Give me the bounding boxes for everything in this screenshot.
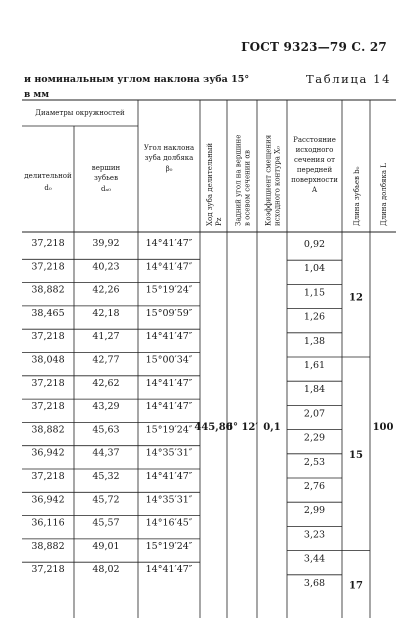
cell-d0: 37,218 xyxy=(31,471,65,482)
header-shift: исходного контура X₀ xyxy=(273,146,282,226)
header-profile-angle: Задний угол на вершине xyxy=(234,134,243,226)
merged-lead: 445,80 xyxy=(194,422,233,433)
header-pitch: делительной xyxy=(24,172,72,180)
cell-d0: 36,116 xyxy=(31,517,65,529)
cell-beta: 14°35′31″ xyxy=(145,447,193,459)
cell-d0: 36,942 xyxy=(31,494,65,506)
cell-distance: 2,29 xyxy=(303,432,326,444)
cell-beta: 14°41′47″ xyxy=(145,238,193,249)
cell-d0: 37,218 xyxy=(31,238,65,249)
cell-distance: 2,99 xyxy=(303,505,326,517)
cell-distance: 2,07 xyxy=(303,408,326,420)
cell-da0: 39,92 xyxy=(92,238,120,249)
cell-da0: 45,63 xyxy=(92,424,120,436)
cell-distance: 3,23 xyxy=(303,529,326,541)
cell-da0: 40,23 xyxy=(92,261,120,273)
cell-da0: 45,72 xyxy=(92,494,120,506)
cell-d0: 36,942 xyxy=(31,447,65,459)
cell-da0: 42,77 xyxy=(92,354,120,366)
cell-beta: 15°19′24″ xyxy=(145,540,193,552)
cell-distance: 0,92 xyxy=(303,239,326,250)
cell-d0: 38,048 xyxy=(31,354,65,366)
header-angle: Угол наклона xyxy=(143,144,195,152)
merged-width: 15 xyxy=(349,449,363,461)
cell-da0: 44,37 xyxy=(92,447,120,459)
cell-da0: 45,32 xyxy=(92,471,120,482)
units-label: в мм xyxy=(24,90,50,100)
merged-width: 12 xyxy=(349,292,363,304)
cell-d0: 38,882 xyxy=(31,540,65,552)
cell-distance: 2,53 xyxy=(303,456,326,468)
header-shift: Коэффициент смещения xyxy=(264,134,273,226)
cell-distance: 1,15 xyxy=(303,287,326,299)
header-distance-line: сечения от xyxy=(294,156,335,164)
standard-number: ГОСТ 9323—79 С. 27 xyxy=(241,40,387,54)
cell-beta: 14°41′47″ xyxy=(145,471,193,482)
header-width: Длина зубьев b₀ xyxy=(353,166,361,226)
cell-da0: 45,57 xyxy=(92,517,120,529)
header-tip-symbol: dₐ₀ xyxy=(101,185,111,193)
cell-da0: 49,01 xyxy=(92,540,120,552)
cell-d0: 37,218 xyxy=(31,401,65,413)
cell-d0: 38,465 xyxy=(31,307,65,319)
header-tip: вершин xyxy=(91,164,121,172)
cell-d0: 37,218 xyxy=(31,331,65,343)
merged-width: 17 xyxy=(349,580,363,592)
cell-beta: 15°00′34″ xyxy=(145,354,193,366)
cell-da0: 43,29 xyxy=(92,401,120,413)
header-distance-line: поверхности xyxy=(291,176,338,184)
merged-angle: 6° 12′ xyxy=(226,422,258,433)
cell-beta: 15°09′59″ xyxy=(145,307,193,319)
table-caption: и номинальным углом наклона зуба 15° xyxy=(24,74,250,85)
header-profile-angle: в осевом сечении αв xyxy=(243,150,252,226)
cell-distance: 1,26 xyxy=(303,311,326,323)
header-distance-line: A xyxy=(311,186,318,194)
header-distance-line: исходного xyxy=(295,146,334,154)
cell-beta: 14°41′47″ xyxy=(145,261,193,273)
cell-beta: 14°41′47″ xyxy=(145,564,193,576)
cell-beta: 14°41′47″ xyxy=(145,377,193,389)
cell-beta: 14°35′31″ xyxy=(145,494,193,506)
cell-distance: 3,44 xyxy=(303,553,326,565)
cell-da0: 41,27 xyxy=(92,331,120,343)
cell-distance: 1,84 xyxy=(303,384,326,396)
merged-length: 100 xyxy=(372,422,394,433)
header-tip-line2: зубьев xyxy=(93,174,119,182)
header-distance-line: передней xyxy=(296,166,333,174)
header-angle-symbol: β₀ xyxy=(165,165,173,173)
cell-d0: 37,218 xyxy=(31,377,65,389)
header-lead: Pz xyxy=(215,217,223,226)
header-distance: Расстояние xyxy=(293,136,336,144)
cell-beta: 15°19′24″ xyxy=(145,424,193,436)
cell-da0: 42,62 xyxy=(92,377,120,389)
cell-beta: 15°19′24″ xyxy=(145,284,193,296)
cell-beta: 14°16′45″ xyxy=(145,517,193,529)
cell-distance: 1,61 xyxy=(303,360,326,371)
header-angle-line2: зуба долбяка xyxy=(144,154,194,162)
cell-d0: 38,882 xyxy=(31,424,65,436)
cell-distance: 1,04 xyxy=(303,263,326,275)
cell-da0: 42,26 xyxy=(92,284,120,296)
header-lead: Ход зуба делительный xyxy=(206,142,214,226)
merged-shift: 0,1 xyxy=(263,422,281,433)
cell-d0: 37,218 xyxy=(31,261,65,273)
cell-beta: 14°41′47″ xyxy=(145,401,193,413)
table-number: Таблица 14 xyxy=(306,72,391,86)
header-diameters: Диаметры окружностей xyxy=(35,109,125,117)
header-pitch-symbol: d₀ xyxy=(44,184,52,192)
cell-distance: 2,76 xyxy=(303,481,326,492)
cell-distance: 3,68 xyxy=(303,577,326,589)
cell-beta: 14°41′47″ xyxy=(145,331,193,343)
cell-d0: 37,218 xyxy=(31,564,65,576)
cell-da0: 48,02 xyxy=(92,564,120,576)
cell-da0: 42,18 xyxy=(92,307,120,319)
cell-d0: 38,882 xyxy=(31,284,65,296)
header-length: Длина долбяка L xyxy=(380,163,388,226)
cell-distance: 1,38 xyxy=(303,335,326,347)
